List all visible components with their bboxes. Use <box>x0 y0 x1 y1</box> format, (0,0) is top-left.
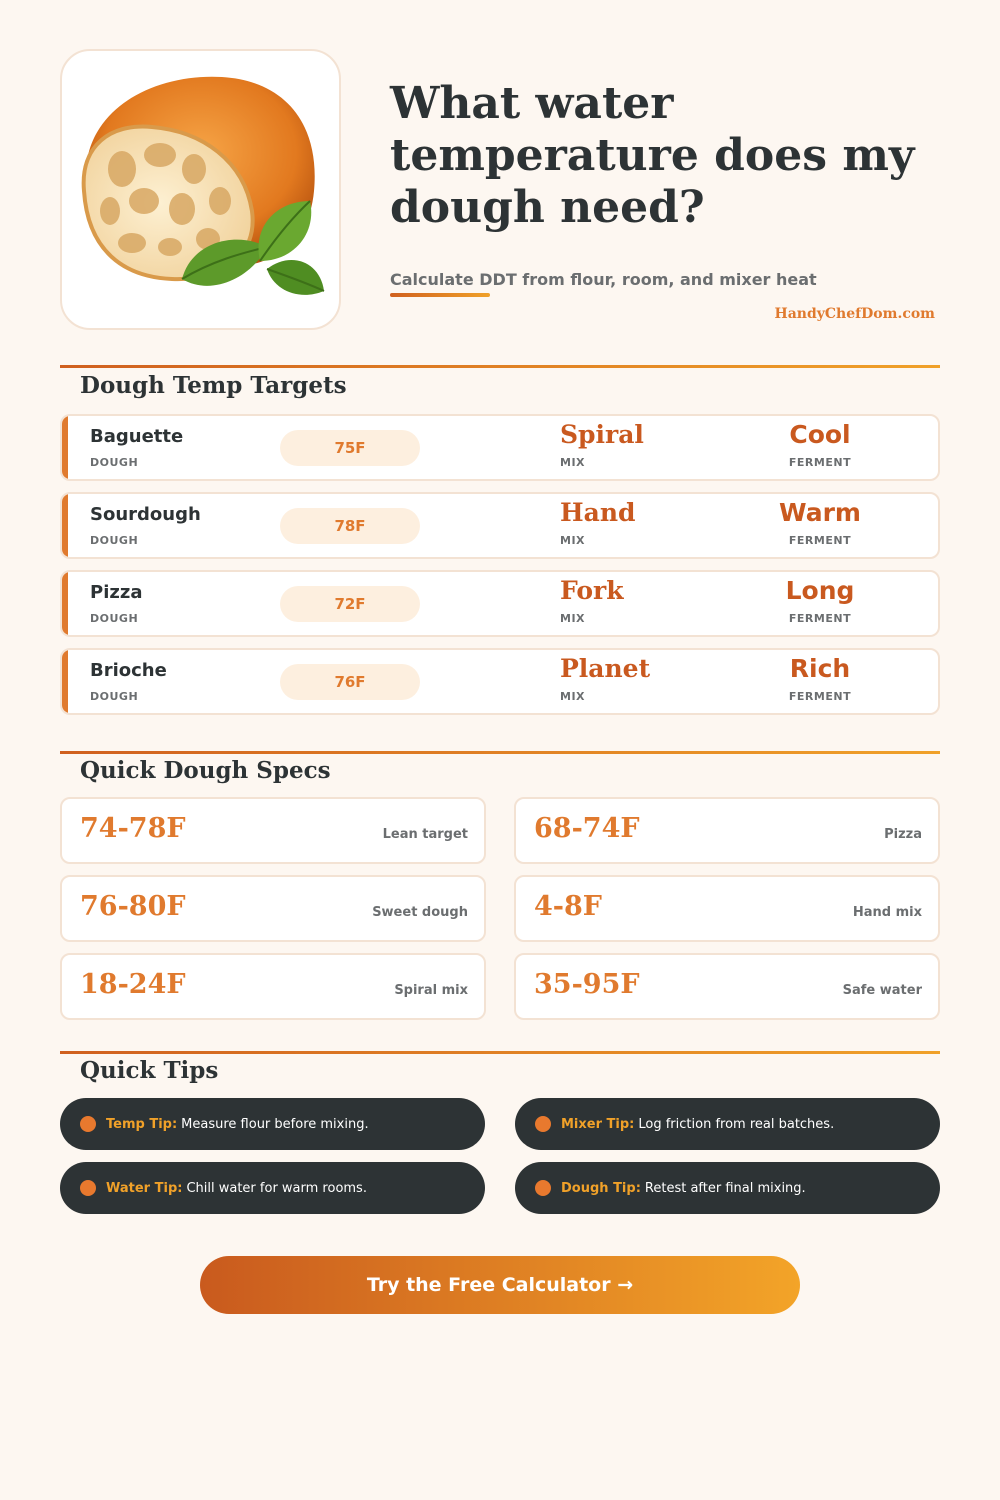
section-divider <box>60 1051 940 1054</box>
dough-caption: DOUGH <box>90 690 139 703</box>
bread-loaf-with-basil-icon <box>62 51 339 328</box>
tip-pill <box>515 1098 940 1150</box>
mix-value: Spiral <box>560 420 644 449</box>
spec-card <box>60 797 486 864</box>
mix-caption: MIX <box>560 456 586 469</box>
dough-name: Sourdough <box>90 504 201 525</box>
tip-pill <box>60 1162 485 1214</box>
dough-caption: DOUGH <box>90 534 139 547</box>
tip-label: Dough Tip: <box>561 1180 641 1196</box>
dot-icon <box>80 1116 96 1132</box>
spec-label: Pizza <box>884 827 922 842</box>
ferment-caption: FERMENT <box>788 456 852 469</box>
tip-text: Chill water for warm rooms. <box>186 1180 367 1196</box>
mix-caption: MIX <box>560 612 586 625</box>
tips-section-title: Quick Tips <box>80 1057 219 1084</box>
dough-caption: DOUGH <box>90 612 139 625</box>
ferment-value: Rich <box>789 654 851 683</box>
tip-text: Retest after final mixing. <box>644 1180 806 1196</box>
mix-caption: MIX <box>560 690 586 703</box>
mix-value: Hand <box>560 498 636 527</box>
tip-text: Log friction from real batches. <box>638 1116 835 1132</box>
hero-bread-image <box>60 49 341 330</box>
specs-section-title: Quick Dough Specs <box>80 757 331 784</box>
temp-pill: 78F <box>280 508 420 544</box>
ferment-value: Warm <box>779 498 861 527</box>
spec-card <box>514 953 940 1020</box>
dot-icon <box>80 1180 96 1196</box>
dough-caption: DOUGH <box>90 456 139 469</box>
tip-label: Temp Tip: <box>106 1116 178 1132</box>
dough-name: Brioche <box>90 660 167 681</box>
tip-pill <box>60 1098 485 1150</box>
page-subtitle: Calculate DDT from flour, room, and mixer heat <box>390 270 817 289</box>
subtitle-underline <box>390 293 490 297</box>
spec-value: 76-80F <box>80 891 186 922</box>
spec-label: Safe water <box>842 983 922 998</box>
try-calculator-button[interactable]: Try the Free Calculator → <box>200 1256 800 1314</box>
section-divider <box>60 365 940 368</box>
spec-value: 18-24F <box>80 969 186 1000</box>
spec-label: Spiral mix <box>394 983 468 998</box>
spec-card <box>60 953 486 1020</box>
temp-pill: 72F <box>280 586 420 622</box>
brand-link[interactable]: HandyChefDom.com <box>774 306 935 322</box>
ferment-caption: FERMENT <box>788 612 852 625</box>
tip-pill <box>515 1162 940 1214</box>
dough-name: Pizza <box>90 582 143 603</box>
tip-text: Measure flour before mixing. <box>181 1116 369 1132</box>
spec-label: Hand mix <box>852 905 922 920</box>
spec-card <box>514 797 940 864</box>
page-title: What water temperature does my dough need? <box>390 78 915 233</box>
target-row-baguette <box>60 414 940 481</box>
ferment-value: Long <box>785 576 855 605</box>
mix-value: Fork <box>560 576 624 605</box>
ferment-caption: FERMENT <box>788 690 852 703</box>
tip-label: Mixer Tip: <box>561 1116 635 1132</box>
spec-value: 4-8F <box>534 891 602 922</box>
dot-icon <box>535 1180 551 1196</box>
ferment-value: Cool <box>789 420 851 449</box>
targets-section-title: Dough Temp Targets <box>80 372 347 399</box>
dough-name: Baguette <box>90 426 184 447</box>
spec-card <box>514 875 940 942</box>
mix-caption: MIX <box>560 534 586 547</box>
spec-label: Lean target <box>382 827 468 842</box>
spec-value: 35-95F <box>534 969 640 1000</box>
mix-value: Planet <box>560 654 651 683</box>
ferment-caption: FERMENT <box>788 534 852 547</box>
tip-label: Water Tip: <box>106 1180 183 1196</box>
section-divider <box>60 751 940 754</box>
dot-icon <box>535 1116 551 1132</box>
target-row-sourdough <box>60 492 940 559</box>
temp-pill: 75F <box>280 430 420 466</box>
spec-label: Sweet dough <box>372 905 468 920</box>
spec-value: 68-74F <box>534 813 640 844</box>
spec-value: 74-78F <box>80 813 186 844</box>
spec-card <box>60 875 486 942</box>
target-row-pizza <box>60 570 940 637</box>
target-row-brioche <box>60 648 940 715</box>
temp-pill: 76F <box>280 664 420 700</box>
